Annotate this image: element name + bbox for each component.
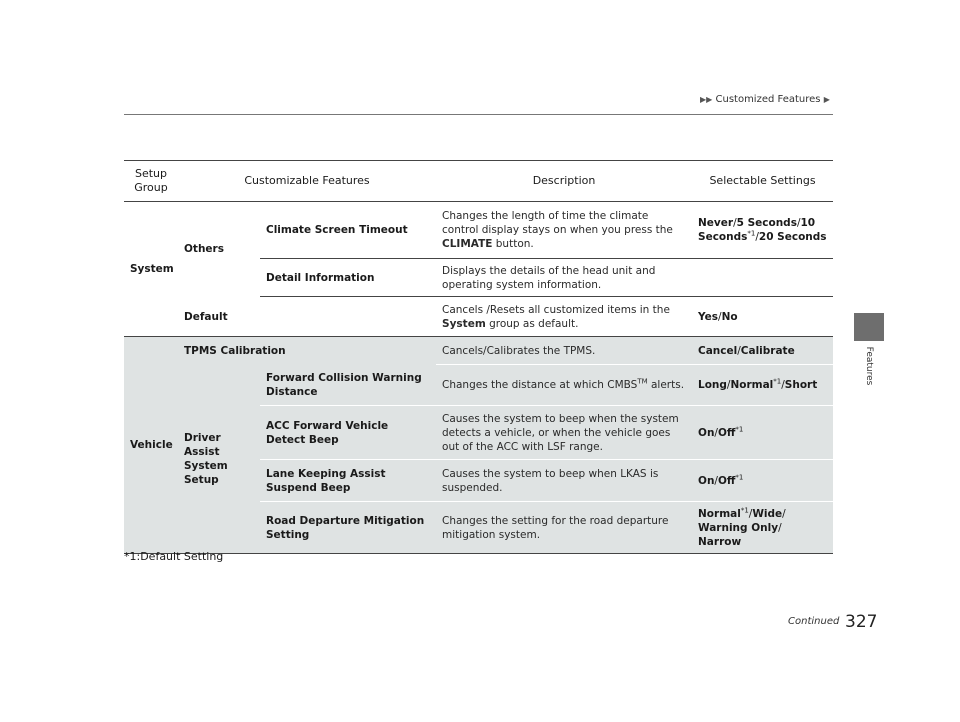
description-lka: Causes the system to beep when LKAS is suspended. <box>436 460 692 502</box>
subgroup-default: Default <box>178 297 436 337</box>
footnote: *1:Default Setting <box>124 550 224 563</box>
feature-forward-collision-warning-distance: Forward Collision Warning Distance <box>260 365 436 406</box>
section-label: Features <box>864 346 874 386</box>
table-row <box>124 202 833 259</box>
settings-tpms: Cancel/Calibrate <box>692 337 833 365</box>
header-description: Description <box>436 161 692 202</box>
feature-road-departure-mitigation-setting: Road Departure Mitigation Setting <box>260 502 436 554</box>
settings-detail <box>692 259 833 297</box>
table-header-row <box>124 161 833 202</box>
settings-fcw: Long/Normal$^{*1}$/Short <box>692 365 833 406</box>
description-detail: Displays the details of the head unit and operating system information. <box>436 259 692 297</box>
description-fcw: Changes the distance at which CMBS™ alerts. <box>436 365 692 406</box>
settings-lka: On/Off$^{*1}$ <box>692 460 833 502</box>
group-system: System <box>124 202 178 337</box>
description-tpms: Cancels/Calibrates the TPMS. <box>436 337 692 365</box>
description-rdm: Changes the setting for the road departure mitigation system. <box>436 502 692 554</box>
settings-acc: On/Off$^{*1}$ <box>692 406 833 460</box>
settings-climate: Never/5 Seconds/10 Seconds$^{*1}$/20 Seconds <box>692 202 833 259</box>
header-setup-group: Setup Group <box>124 161 178 202</box>
header-customizable-features: Customizable Features <box>178 161 436 202</box>
feature-tpms-calibration: TPMS Calibration <box>178 337 436 365</box>
triangle-right-icon: ▶ <box>823 95 830 104</box>
table-row <box>124 365 833 406</box>
group-vehicle: Vehicle <box>124 337 178 554</box>
subgroup-driver-assist: Driver Assist System Setup <box>178 365 260 554</box>
feature-detail-information: Detail Information <box>260 259 436 297</box>
description-climate: Changes the length of time the climate control display stays on when you press the CLIMATE button. <box>436 202 692 259</box>
feature-climate-screen-timeout: Climate Screen Timeout <box>260 202 436 259</box>
breadcrumb <box>700 94 830 105</box>
settings-default: Yes/No <box>692 297 833 337</box>
subgroup-others: Others <box>184 243 224 256</box>
feature-acc-forward-vehicle-detect-beep: ACC Forward Vehicle Detect Beep <box>260 406 436 460</box>
section-tab <box>854 313 884 341</box>
feature-lane-keeping-assist-suspend-beep: Lane Keeping Assist Suspend Beep <box>260 460 436 502</box>
description-acc: Causes the system to beep when the system detects a vehicle, or when the vehicle goes out of the ACC with LSF range. <box>436 406 692 460</box>
triangle-right-icon: ▶▶ <box>700 95 713 104</box>
continued-label: Continued <box>788 616 840 627</box>
table-row <box>124 337 833 365</box>
breadcrumb-label: Customized Features <box>715 94 821 105</box>
customizable-features-table <box>124 160 833 554</box>
page-number: 327 <box>845 612 878 632</box>
table-row <box>124 297 833 337</box>
header-rule <box>124 114 833 115</box>
settings-rdm: Normal$^{*1}$/Wide/ Warning Only/ Narrow <box>692 502 833 554</box>
header-selectable-settings: Selectable Settings <box>692 161 833 202</box>
description-default: Cancels /Resets all customized items in the System group as default. <box>436 297 692 337</box>
